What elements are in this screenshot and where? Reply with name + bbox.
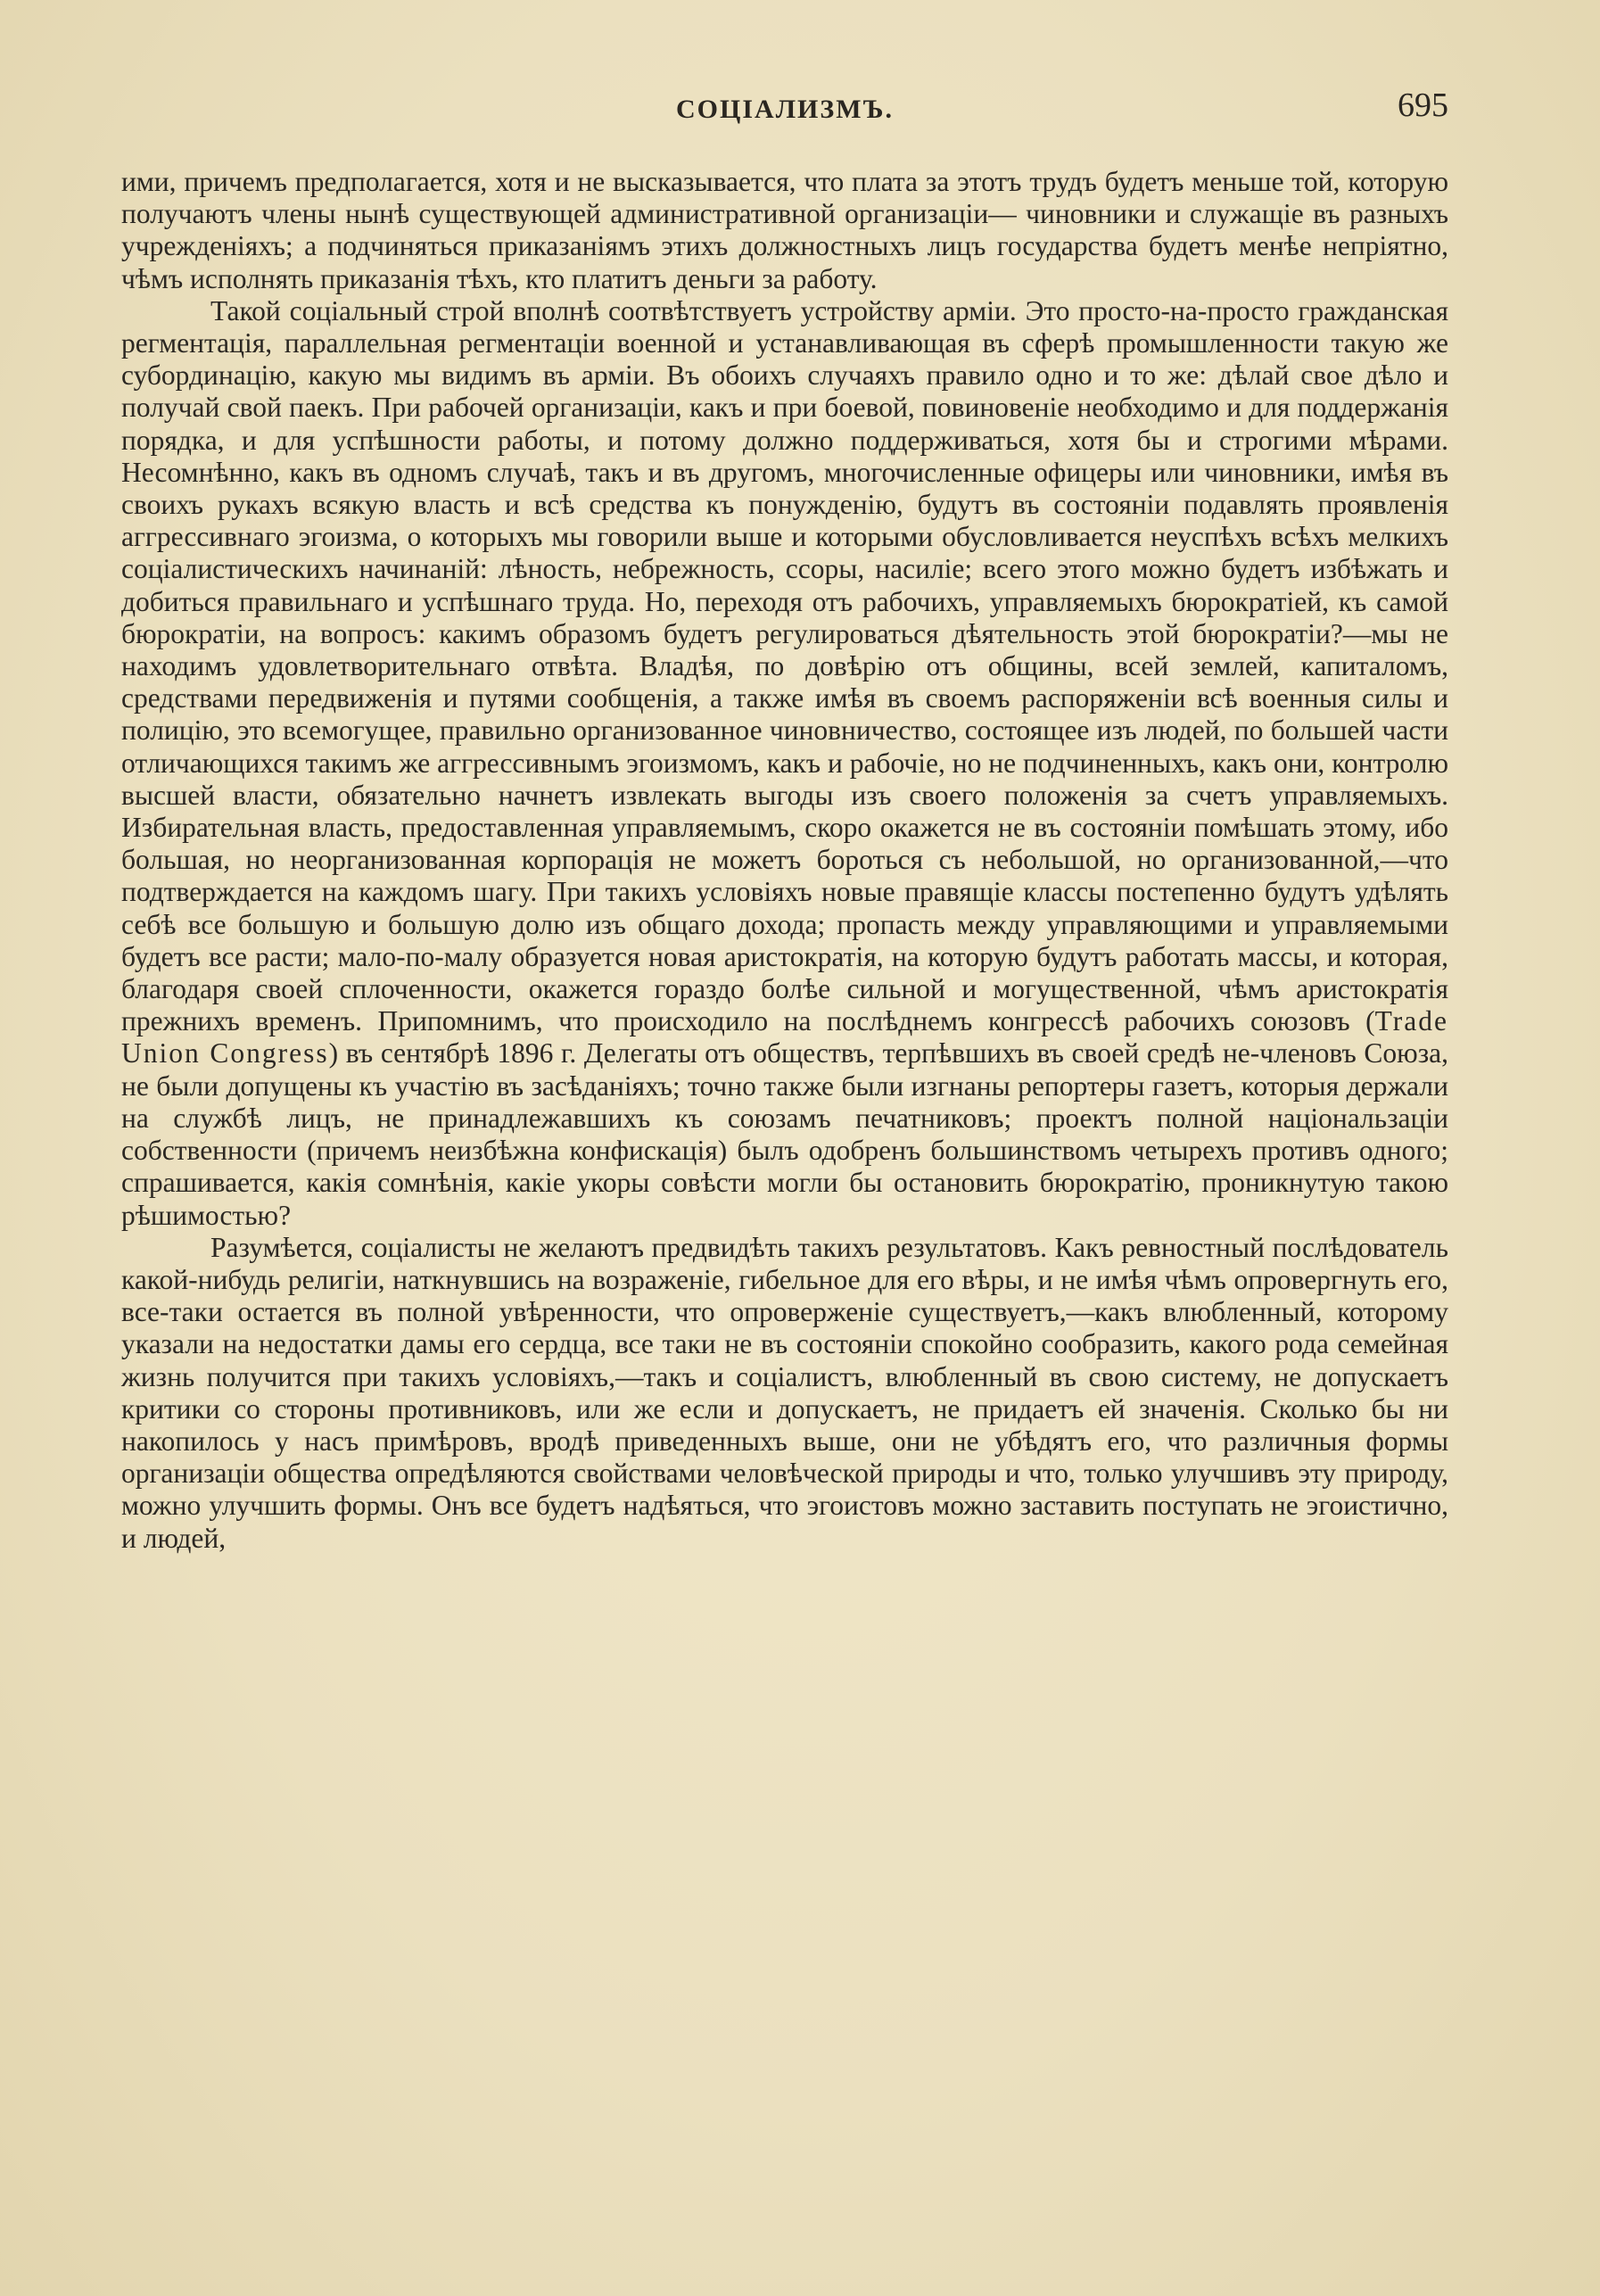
page-number: 695 [1398, 87, 1448, 124]
paragraph-2-part-b: ) въ сентябрѣ 1896 г. Делегаты отъ обществъ, терпѣвшихъ въ своей средѣ не-членовъ Союза, не были допущены къ участію въ засѣданіяхъ; точно также были изгнаны репортеры газетъ, которыя держали на службѣ лицъ, не принадлежавшихъ къ союзамъ печатниковъ; проектъ полной національзаціи собственности (причемъ неизбѣжна конфискація) былъ одобренъ большинствомъ четырехъ противъ одного; спрашивается, какія сомнѣнія, какіе укоры совѣсти могли бы остановить бюрократію, проникнутую такою рѣшимостью? [121, 1037, 1449, 1231]
paragraph-2-trade-union-congress: Trade Union Congress [121, 1005, 1448, 1070]
page-header [121, 86, 1448, 130]
body-text [121, 166, 1448, 1555]
paragraph-3: Разумѣется, соціалисты не желаютъ предвидѣть такихъ результатовъ. Какъ ревностный послѣдователь какой-нибудь религіи, наткнувшись на возраженіе, гибельное для его вѣры, и не имѣя чѣмъ опровергнуть его, все-таки остается въ полной увѣренности, что опроверженіе существуетъ,—какъ влюбленный, которому указали на недостатки дамы его сердца, все таки не въ состояніи спокойно сообразить, какого рода семейная жизнь получится при такихъ условіяхъ,—такъ и соціалистъ, влюбленный въ свою систему, не допускаетъ критики со стороны противниковъ, или же если и допускаетъ, не придаетъ ей значенія. Сколько бы ни накопилось у насъ примѣровъ, вродѣ приведенныхъ выше, они не убѣдятъ его, что различныя формы организаціи общества опредѣляются свойствами человѣческой природы и что, только улучшивъ эту природу, можно улучшить формы. Онъ все будетъ надѣяться, что эгоистовъ можно заставить поступать не эгоистично, и людей, [121, 1231, 1448, 1554]
paragraph-2 [121, 295, 1448, 1232]
paragraph-2-part-a: Такой соціальный строй вполнѣ соотвѣтствуетъ устройству арміи. Это просто-на-просто гражданская регментація, параллельная регментаціи военной и устанавливающая въ сферѣ промышленности такую же субординацію, какую мы видимъ въ арміи. Въ обоихъ случаяхъ правило одно и то же: дѣлай свое дѣло и получай свой паекъ. При рабочей организаціи, какъ и при боевой, повиновеніе необходимо и для поддержанія порядка, и для успѣшности работы, и потому должно поддерживаться, хотя бы и строгими мѣрами. Несомнѣнно, какъ въ одномъ случаѣ, такъ и въ другомъ, многочисленные офицеры или чиновники, имѣя въ своихъ рукахъ всякую власть и всѣ средства къ понужденію, будутъ въ состояніи подавлять проявленія аггрессивнаго эгоизма, о которыхъ мы говорили выше и которыми обусловливается неуспѣхъ всѣхъ мелкихъ соціалистическихъ начинаній: лѣность, небрежность, ссоры, насиліе; всего этого можно будетъ избѣжать и добиться правильнаго и успѣшнаго труда. Но, переходя отъ рабочихъ, управляемыхъ бюрократіей, къ самой бюрократіи, на вопросъ: какимъ образомъ будетъ регулироваться дѣятельность этой бюрократіи?—мы не находимъ удовлетворительнаго отвѣта. Владѣя, по довѣрію отъ общины, всей землей, капиталомъ, средствами передвиженія и путями сообщенія, а также имѣя въ своемъ распоряженіи всѣ военныя силы и полицію, это всемогущее, правильно организованное чиновничество, состоящее изъ людей, по большей части отличающихся такимъ же аггрессивнымъ эгоизмомъ, какъ и рабочіе, но не подчиненныхъ, какъ они, контролю высшей власти, обязательно начнетъ извлекать выгоды изъ своего положенія за счетъ управляемыхъ. Избирательная власть, предоставленная управляемымъ, скоро окажется не въ состояніи помѣшать этому, ибо большая, но неорганизованная корпорація не можетъ бороться съ небольшой, но организованной,—что подтверждается на каждомъ шагу. При такихъ условіяхъ новые правящіе классы постепенно будутъ удѣлять себѣ все большую и большую долю изъ общаго дохода; пропасть между управляющими и управляемыми будетъ все расти; мало-по-малу образуется новая аристократія, на которую будутъ работать массы, и которая, благодаря своей сплоченности, окажется гораздо болѣе сильной и могущественной, чѣмъ аристократія прежнихъ временъ. Припомнимъ, что происходило на послѣднемъ конгрессѣ рабочихъ союзовъ ( [121, 294, 1448, 1037]
paragraph-1: ими, причемъ предполагается, хотя и не высказывается, что плата за этотъ трудъ будетъ меньше той, которую получаютъ члены нынѣ существующей административной организаціи— чиновники и служащіе въ разныхъ учрежденіяхъ; а подчиняться приказаніямъ этихъ должностныхъ лицъ государства будетъ менѣе непріятно, чѣмъ исполнять приказанія тѣхъ, кто платитъ деньги за работу. [121, 166, 1448, 294]
running-title: СОЦІАЛИЗМЪ. [676, 95, 894, 124]
